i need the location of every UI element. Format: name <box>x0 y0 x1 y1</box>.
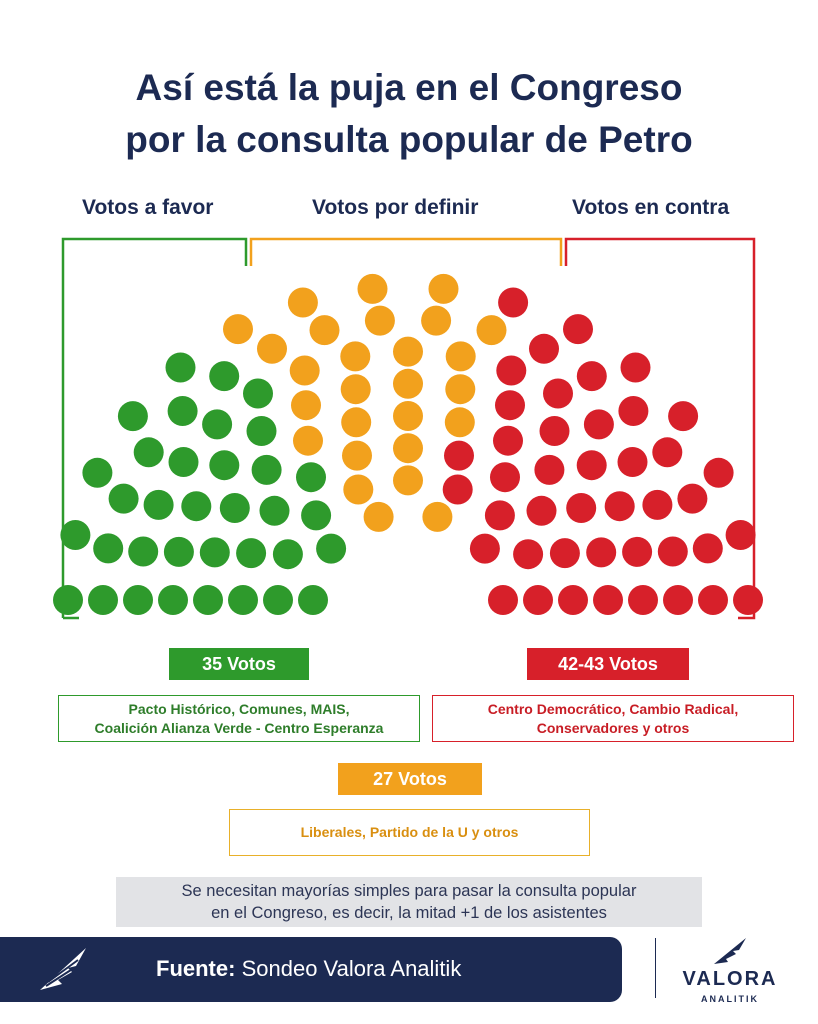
seat-contra <box>534 455 564 485</box>
seat-contra <box>566 493 596 523</box>
parties-contra-line-1: Centro Democrático, Cambio Radical, <box>487 700 739 717</box>
seat-contra <box>586 537 616 567</box>
parties-box-definir <box>229 809 590 856</box>
seat-favor <box>169 447 199 477</box>
seat-contra <box>495 390 525 420</box>
seat-definir <box>341 374 371 404</box>
seat-definir <box>358 274 388 304</box>
parties-definir-line-1: Liberales, Partido de la U y otros <box>300 824 519 840</box>
seat-definir <box>365 306 395 336</box>
footer-source <box>156 956 461 982</box>
seat-favor <box>298 585 328 615</box>
seat-contra <box>470 534 500 564</box>
seat-definir <box>446 341 476 371</box>
seat-favor <box>228 585 258 615</box>
seat-contra <box>628 585 658 615</box>
seat-contra <box>493 426 523 456</box>
brand-subtitle: ANALITIK <box>701 994 759 1004</box>
seat-favor <box>247 416 277 446</box>
seat-contra <box>490 462 520 492</box>
footer-source-label: Fuente: <box>156 956 236 981</box>
seat-definir <box>393 433 423 463</box>
seat-favor <box>164 537 194 567</box>
seat-contra <box>584 409 614 439</box>
seat-favor <box>243 379 273 409</box>
seat-contra <box>618 447 648 477</box>
seat-contra <box>642 490 672 520</box>
seat-definir <box>421 306 451 336</box>
seat-definir <box>342 441 372 471</box>
seat-contra <box>563 314 593 344</box>
seat-favor <box>273 539 303 569</box>
seat-definir <box>393 401 423 431</box>
note-line-2: en el Congreso, es decir, la mitad +1 de los asistentes <box>211 904 607 922</box>
seat-contra <box>663 585 693 615</box>
label-votos-contra: Votos en contra <box>572 196 730 219</box>
seat-favor <box>168 396 198 426</box>
footer-divider <box>655 938 656 998</box>
seat-definir <box>422 502 452 532</box>
valora-logo-icon <box>712 936 748 966</box>
seat-definir <box>343 475 373 505</box>
seat-favor <box>316 534 346 564</box>
seat-contra <box>652 437 682 467</box>
seat-definir <box>310 315 340 345</box>
seat-contra <box>621 353 651 383</box>
seat-favor <box>144 490 174 520</box>
seat-contra <box>550 538 580 568</box>
seat-definir <box>477 315 507 345</box>
seat-contra <box>668 401 698 431</box>
seat-favor <box>128 537 158 567</box>
seat-definir <box>445 407 475 437</box>
label-votos-definir: Votos por definir <box>312 196 479 219</box>
seat-contra <box>618 396 648 426</box>
seat-favor <box>82 458 112 488</box>
seat-contra <box>726 520 756 550</box>
valora-wing-icon <box>38 946 88 992</box>
seat-favor <box>260 496 290 526</box>
seat-definir <box>340 341 370 371</box>
seat-favor <box>123 585 153 615</box>
seat-definir <box>341 407 371 437</box>
seat-contra <box>498 288 528 318</box>
seat-contra <box>496 356 526 386</box>
brand-logo <box>670 934 790 1014</box>
seat-contra <box>605 491 635 521</box>
seat-contra <box>593 585 623 615</box>
seat-favor <box>134 437 164 467</box>
seat-contra <box>577 450 607 480</box>
seat-favor <box>301 500 331 530</box>
bracket-definir <box>251 239 561 266</box>
seat-contra <box>529 334 559 364</box>
seat-definir <box>223 314 253 344</box>
votes-badge-favor: 35 Votos <box>169 648 309 680</box>
title-line-1: Así está la puja en el Congreso <box>135 67 683 108</box>
seat-favor <box>53 585 83 615</box>
seat-favor <box>296 462 326 492</box>
seat-definir <box>290 356 320 386</box>
parties-favor-line-1: Pacto Histórico, Comunes, MAIS, <box>128 700 350 717</box>
title-line-2: por la consulta popular de Petro <box>125 119 693 160</box>
seat-definir <box>393 337 423 367</box>
seat-favor <box>200 537 230 567</box>
seat-contra <box>443 475 473 505</box>
seat-favor <box>263 585 293 615</box>
seat-definir <box>445 374 475 404</box>
seat-favor <box>252 455 282 485</box>
seat-favor <box>202 409 232 439</box>
seat-definir <box>429 274 459 304</box>
seat-definir <box>393 369 423 399</box>
seat-definir <box>393 465 423 495</box>
seat-favor <box>93 533 123 563</box>
seat-contra <box>677 484 707 514</box>
seat-favor <box>220 493 250 523</box>
seat-contra <box>733 585 763 615</box>
seat-contra <box>523 585 553 615</box>
votes-badge-contra: 42-43 Votos <box>527 648 689 680</box>
seat-favor <box>109 484 139 514</box>
votes-badge-definir: 27 Votos <box>338 763 482 795</box>
brand-name: VALORA <box>682 968 778 990</box>
seat-favor <box>209 361 239 391</box>
seat-favor <box>158 585 188 615</box>
seat-contra <box>513 539 543 569</box>
parties-box-contra <box>432 695 794 742</box>
seat-contra <box>698 585 728 615</box>
parties-favor-line-2: Coalición Alianza Verde - Centro Esperanza <box>94 719 384 736</box>
seat-favor <box>181 491 211 521</box>
seat-contra <box>622 537 652 567</box>
seat-definir <box>257 334 287 364</box>
footer-source-text: Sondeo Valora Analitik <box>241 956 462 981</box>
seat-favor <box>166 353 196 383</box>
seat-contra <box>658 537 688 567</box>
parties-contra-line-2: Conservadores y otros <box>536 719 690 736</box>
seat-definir <box>288 288 318 318</box>
seat-contra <box>577 361 607 391</box>
seat-contra <box>444 441 474 471</box>
seat-favor <box>236 538 266 568</box>
seat-definir <box>291 390 321 420</box>
seat-contra <box>527 496 557 526</box>
seat-contra <box>485 500 515 530</box>
seat-contra <box>540 416 570 446</box>
seat-contra <box>488 585 518 615</box>
seat-contra <box>543 379 573 409</box>
seat-favor <box>193 585 223 615</box>
seat-favor <box>118 401 148 431</box>
seat-contra <box>558 585 588 615</box>
seat-favor <box>60 520 90 550</box>
majority-note <box>116 877 702 927</box>
seat-favor <box>88 585 118 615</box>
parties-box-favor <box>58 695 420 742</box>
seat-contra <box>693 533 723 563</box>
label-votos-favor: Votos a favor <box>82 196 214 219</box>
note-line-1: Se necesitan mayorías simples para pasar la consulta popular <box>181 882 637 900</box>
seat-contra <box>704 458 734 488</box>
seat-definir <box>293 426 323 456</box>
seat-definir <box>364 502 394 532</box>
seat-favor <box>209 450 239 480</box>
